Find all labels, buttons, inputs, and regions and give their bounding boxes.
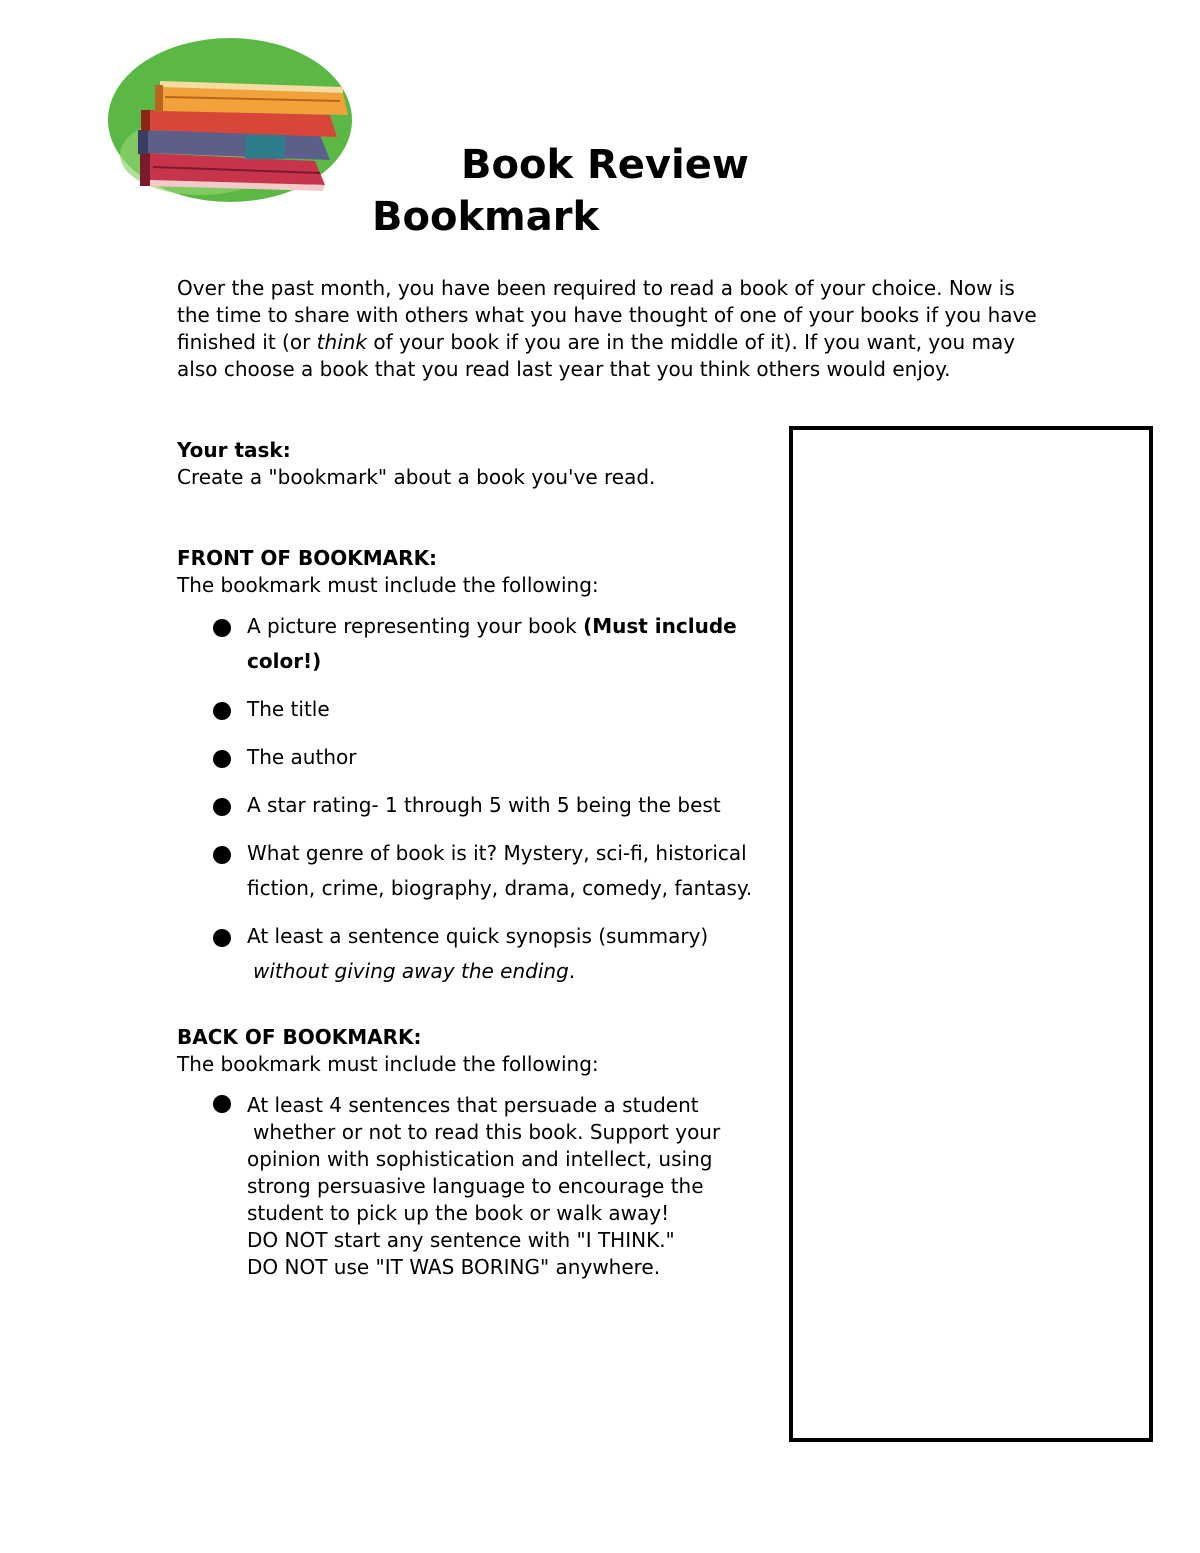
list-item-text: At least a sentence quick synopsis (summary) — [247, 924, 709, 948]
bullet-icon — [213, 798, 231, 816]
list-item-text: A picture representing your book — [247, 614, 584, 638]
list-item-text-cont: strong persuasive language to encourage the — [247, 1174, 704, 1198]
list-item — [177, 836, 787, 906]
page-title-line2: Bookmark — [372, 194, 600, 240]
bullet-icon — [213, 702, 231, 720]
list-item-text-cont: whether or not to read this book. Support your — [253, 1120, 721, 1144]
intro-text-part1: Over the past month, you have been required to read a book of your choice. Now is the time to share with others what you have thought of one of your books if you have finished it (or — [177, 276, 1037, 354]
list-item — [177, 740, 787, 775]
task-text: Create a "bookmark" about a book you've read. — [177, 465, 656, 489]
list-item-text: The author — [247, 745, 357, 769]
list-item-italic: without giving away the ending — [253, 959, 569, 983]
list-item-text-cont: DO NOT start any sentence with "I THINK." — [247, 1228, 675, 1252]
intro-emphasis: think — [316, 330, 368, 354]
list-item — [177, 788, 787, 823]
back-subheading: The bookmark must include the following: — [177, 1052, 599, 1076]
bullet-icon — [213, 1095, 231, 1113]
list-item — [177, 692, 787, 727]
list-item-text: The title — [247, 697, 330, 721]
back-requirements-list — [177, 1088, 787, 1281]
list-item — [177, 609, 787, 679]
list-item-text: What genre of book is it? Mystery, sci-fi, historical — [247, 841, 747, 865]
book-stack-icon — [105, 35, 355, 205]
task-heading: Your task: — [177, 438, 291, 462]
front-section — [177, 545, 787, 1002]
list-item-bold-cont: color!) — [247, 649, 322, 673]
list-item-text-cont: student to pick up the book or walk away! — [247, 1201, 670, 1225]
list-item-text-cont: fiction, crime, biography, drama, comedy, fantasy. — [247, 876, 753, 900]
front-heading: FRONT OF BOOKMARK: — [177, 546, 438, 570]
bullet-icon — [213, 619, 231, 637]
list-item-text-cont: opinion with sophistication and intellect, using — [247, 1147, 713, 1171]
bullet-icon — [213, 846, 231, 864]
list-item-text-cont — [247, 954, 787, 989]
bookmark-outline-box — [789, 426, 1153, 1442]
intro-text-part2: of your book if you are in the middle of it). If you want, you may also choose a book that you read last year that you think others would enjoy. — [177, 330, 1016, 381]
back-section — [177, 1024, 787, 1294]
list-item — [177, 1088, 787, 1281]
back-heading: BACK OF BOOKMARK: — [177, 1025, 422, 1049]
task-section — [177, 437, 777, 491]
list-item-bold: (Must include — [583, 614, 737, 638]
page-title: Book Review — [461, 142, 749, 188]
list-item-end: . — [568, 959, 576, 983]
list-item-text-cont: DO NOT use "IT WAS BORING" anywhere. — [247, 1255, 661, 1279]
bullet-icon — [213, 750, 231, 768]
list-item-text: At least 4 sentences that persuade a student — [247, 1093, 699, 1117]
front-subheading: The bookmark must include the following: — [177, 573, 599, 597]
list-item-text: A star rating- 1 through 5 with 5 being the best — [247, 793, 721, 817]
bullet-icon — [213, 929, 231, 947]
intro-paragraph — [177, 275, 1047, 383]
front-requirements-list — [177, 609, 787, 989]
list-item — [177, 919, 787, 989]
